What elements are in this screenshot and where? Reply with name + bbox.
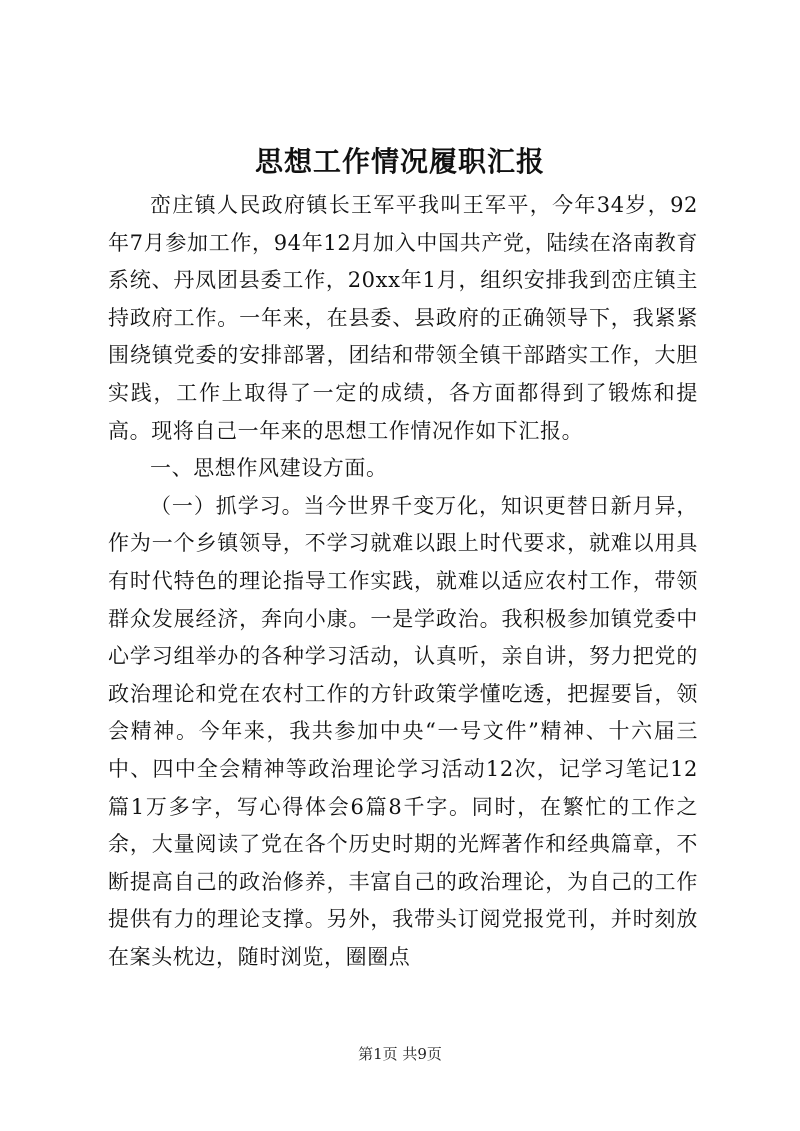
document-title: 思想工作情况履职汇报: [254, 145, 545, 178]
paragraph-study: （一）抓学习。当今世界千变万化，知识更替日新月异，作为一个乡镇领导，不学习就难以跟上时代要求，就难以用具有时代特色的理论指导工作实践，就难以适应农村工作，带领群众发展经济，奔向小康。一是学政治。我积极参加镇党委中心学习组举办的各种学习活动，认真听，亲自讲，努力把党的政治理论和党在农村工作的方针政策学懂吃透，把握要旨，领会精神。今年来，我共参加中央“一号文件”精神、十六届三中、四中全会精神等政治理论学习活动12次，记学习笔记12篇1万多字，写心得体会6篇8千字。同时，在繁忙的工作之余，大量阅读了党在各个历史时期的光辉著作和经典篇章，不断提高自己的政治修养，丰富自己的政治理论，为自己的工作提供有力的理论支撑。另外，我带头订阅党报党刊，并时刻放在案头枕边，随时浏览，圈圈点: [108, 493, 698, 969]
page-number-footer: 第1页 共9页: [358, 1045, 442, 1063]
paragraph-section-heading: 一、思想作风建设方面。: [150, 456, 388, 481]
paragraph-intro: 峦庄镇人民政府镇长王军平我叫王军平，今年34岁，92年7月参加工作，94年12月加入中国共产党，陆续在洛南教育系统、丹凤团县委工作，20xx年1月，组织安排我到峦庄镇主持政府工作。一年来，在县委、县政府的正确领导下，我紧紧围绕镇党委的安排部署，团结和带领全镇干部踏实工作，大胆实践，工作上取得了一定的成绩，各方面都得到了锻炼和提高。现将自己一年来的思想工作情况作如下汇报。: [108, 193, 698, 443]
document-body: [108, 187, 698, 976]
